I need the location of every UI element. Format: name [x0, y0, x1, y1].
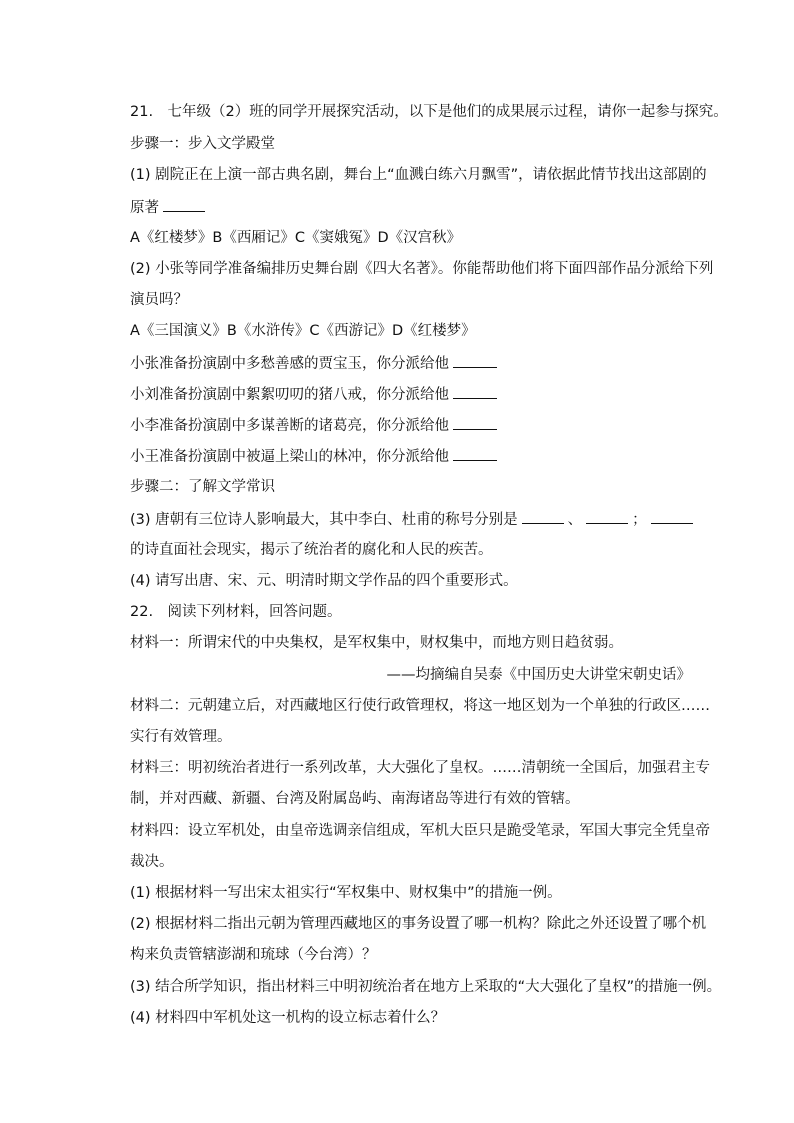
q22-title: 22. 阅读下列材料，回答问题。 [130, 604, 342, 620]
q22-q1: (1) 根据材料一写出宋太祖实行“军权集中、财权集中”的措施一例。 [130, 885, 562, 901]
q22-q2-line2: 构来负责管辖澎湖和琉球（今台湾）？ [130, 947, 377, 963]
q21-p1-line2-text: 原著 [130, 200, 159, 216]
assign-line [130, 384, 710, 405]
q22-m2-line2: 实行有效管理。 [130, 729, 232, 745]
q21-p2-line1: (2) 小张等同学准备编排历史舞台剧《四大名著》。你能帮助他们将下面四部作品分派给下列 [130, 261, 714, 277]
q22-m4-line1: 材料四：设立军机处，由皇帝选调亲信组成，军机大臣只是跪受笔录，军国大事完全凭皇帝 [130, 823, 710, 839]
q22-q4: (4) 材料四中军机处这一机构的设立标志着什么？ [130, 1010, 446, 1026]
assign-line [130, 415, 710, 436]
q22-m1-source: ——均摘编自吴泰《中国历史大讲堂宋朝史话》 [386, 667, 691, 683]
q22-m3-line2: 制，并对西藏、新疆、台湾及附属岛屿、南海诸岛等进行有效的管辖。 [130, 791, 580, 807]
q21-p3-sep1: 、 [567, 512, 583, 528]
q21-p1-options: A《红楼梦》B《西厢记》C《窦娥冤》D《汉宫秋》 [130, 230, 462, 246]
answer-blank[interactable] [651, 509, 693, 524]
q21-p4: (4) 请写出唐、宋、元、明清时期文学作品的四个重要形式。 [130, 573, 518, 589]
q22-m1: 材料一：所谓宋代的中央集权，是军权集中，财权集中，而地方则日趋贫弱。 [130, 635, 623, 651]
q22-m2-line1: 材料二：元朝建立后，对西藏地区行使行政管理权，将这一地区划为一个单独的行政区…… [130, 698, 710, 714]
q22-q3: (3) 结合所学知识，指出材料三中明初统治者在地方上采取的“大大强化了皇权”的措施一例。 [130, 979, 722, 995]
answer-blank[interactable] [453, 446, 497, 461]
assign-text: 小张准备扮演剧中多愁善感的贾宝玉，你分派给他 [130, 356, 449, 372]
q21-step2: 步骤二：了解文学常识 [130, 479, 275, 495]
q21-p2-options: A《三国演义》B《水浒传》C《西游记》D《红楼梦》 [130, 323, 476, 339]
q21-title: 21. 七年级（2）班的同学开展探究活动，以下是他们的成果展示过程，请你一起参与探究。 [130, 104, 728, 120]
assign-line [130, 446, 710, 467]
assign-line [130, 353, 710, 374]
q22-m4-line2: 裁决。 [130, 854, 174, 870]
q21-p2-line2: 演员吗？ [130, 292, 188, 308]
assign-text: 小王准备扮演剧中被逼上梁山的林冲，你分派给他 [130, 449, 449, 465]
q21-p3-text: (3) 唐朝有三位诗人影响最大，其中李白、杜甫的称号分别是 [130, 512, 518, 528]
assign-text: 小李准备扮演剧中多谋善断的诸葛亮，你分派给他 [130, 418, 449, 434]
q21-p3-sep2: ； [632, 512, 647, 528]
answer-blank[interactable] [453, 384, 497, 399]
q21-p1-line2 [130, 197, 710, 218]
answer-blank[interactable] [453, 353, 497, 368]
q21-p1-line1: (1) 剧院正在上演一部古典名剧，舞台上“血溅白练六月飘雪”，请依据此情节找出这部剧的 [130, 167, 707, 183]
answer-blank[interactable] [586, 509, 628, 524]
q22-m3-line1: 材料三：明初统治者进行一系列改革，大大强化了皇权。……清朝统一全国后，加强君主专 [130, 760, 710, 776]
answer-blank[interactable] [453, 415, 497, 430]
q22-q2-line1: (2) 根据材料二指出元朝为管理西藏地区的事务设置了哪一机构？除此之外还设置了哪个机 [130, 916, 707, 932]
q21-p3-line2: 的诗直面社会现实，揭示了统治者的腐化和人民的疾苦。 [130, 542, 493, 558]
assign-text: 小刘准备扮演剧中絮絮叨叨的猪八戒，你分派给他 [130, 387, 449, 403]
answer-blank[interactable] [163, 197, 205, 212]
q21-p3-line1 [130, 509, 710, 530]
answer-blank[interactable] [522, 509, 564, 524]
q21-step1: 步骤一：步入文学殿堂 [130, 136, 275, 152]
